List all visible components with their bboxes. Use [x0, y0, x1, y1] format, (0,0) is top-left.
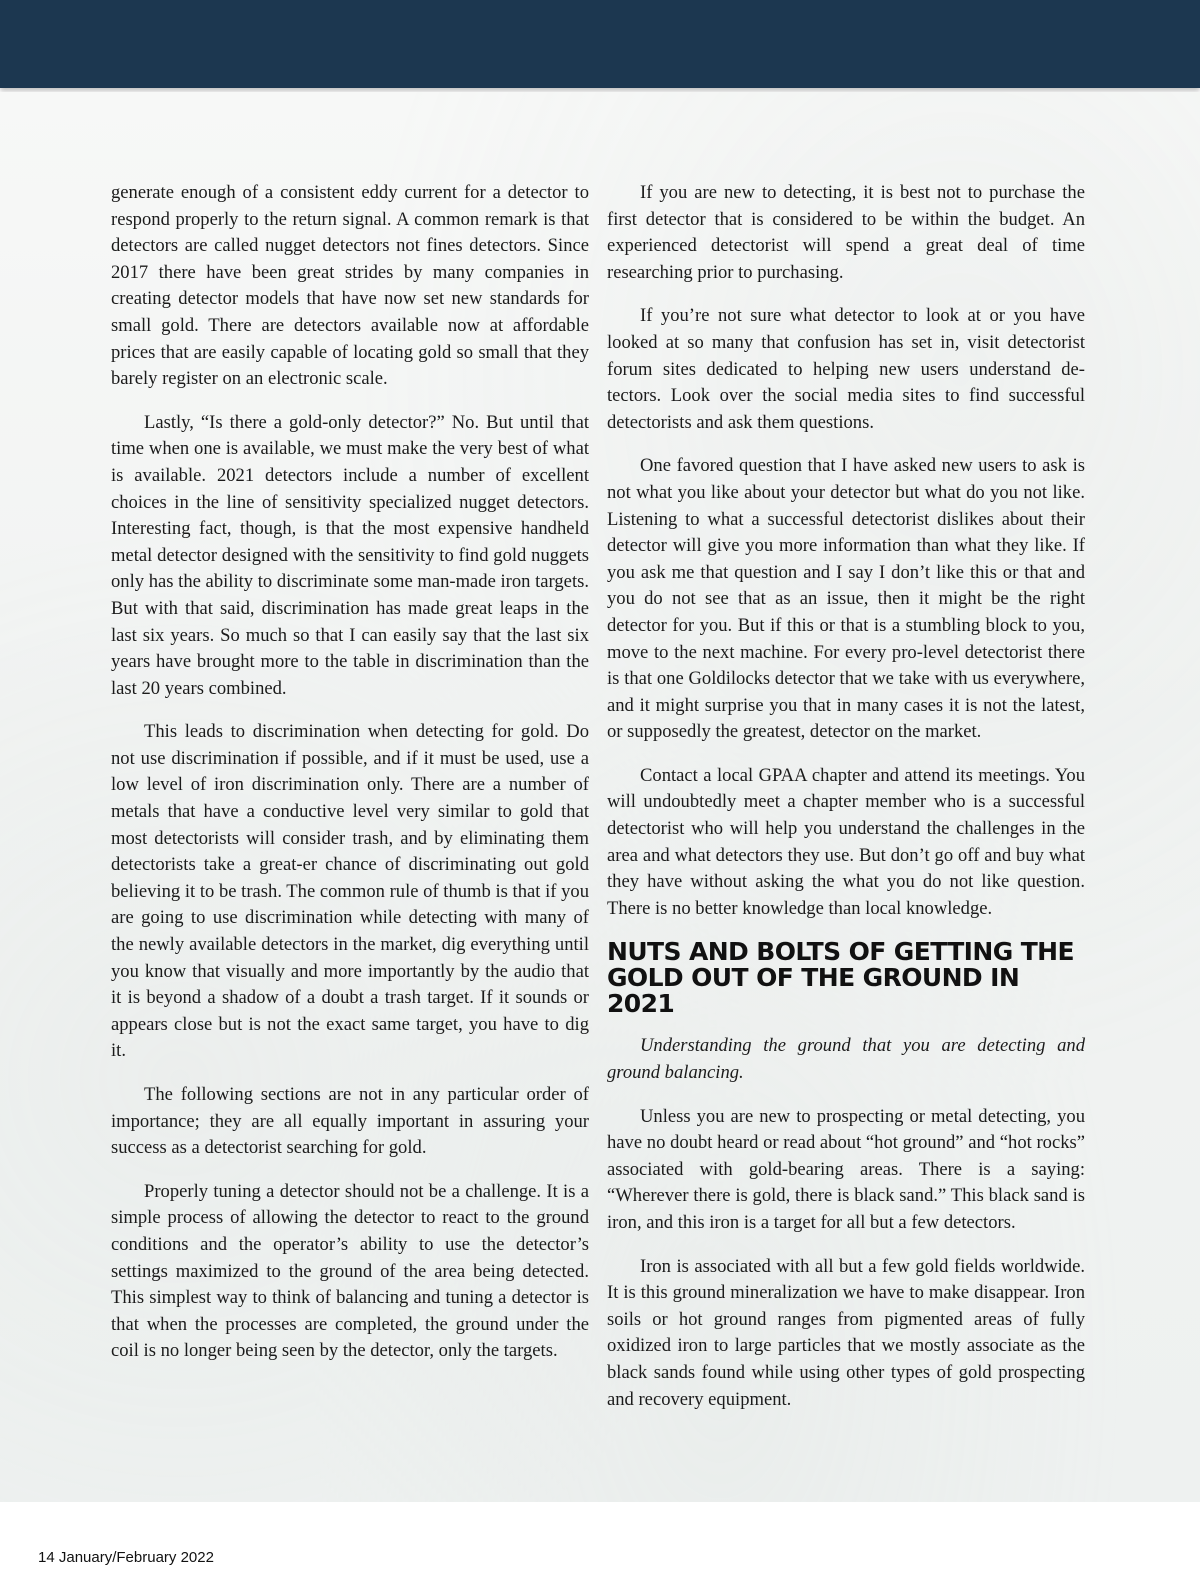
paragraph: Unless you are new to prospecting or metal detecting, you have no doubt heard or read about “hot ground” and “hot rocks” associated with gold-bearing areas. There is a saying: “Wherever there is gold, there is black sand.” This black sand is iron, and this iron is a target for all but a few detectors.: [607, 1105, 1085, 1233]
paragraph: generate enough of a consistent eddy current for a detector to respond properly to the return signal. A common remark is that detectors are called nugget detectors not fines detectors. Since 2017 there have been great strides by many companies in creating detector models that have now set new standards for small gold. There are detectors available now at affordable prices that are easily capable of locating gold so small that they barely register on an electronic scale.: [111, 182, 589, 390]
page-footer: 14 January/February 2022: [38, 1549, 214, 1566]
left-column: [111, 180, 589, 1382]
section-heading: NUTS AND BOLTS OF GETTING THE GOLD OUT OF THE GROUND IN 2021: [607, 937, 1074, 1019]
paragraph: If you’re not sure what detector to look at or you have looked at so many that confusion has set in, visit detectorist forum sites dedicated to helping new users understand detectors. Look over the social media sites to find successful detectorists and ask them questions.: [607, 305, 1085, 433]
paragraph: The following sections are not in any particular order of importance; they are all equally important in assuring your success as a detectorist searching for gold.: [111, 1084, 589, 1159]
paragraph: One favored question that I have asked new users to ask is not what you like about your detector but what do you not like. Listening to what a successful detectorist dislikes about their detector will give you more information than what they like. If you ask me that question and I say I don’t like this or that and you do not see that as an issue, then it might be the right detector for you. But if this or that is a stumbling block to you, move to the next machine. For every pro-level detectorist there is that one Goldilocks detector that we take with us everywhere, and it might surprise you that in many cases it is not the latest, or supposedly the greatest, detector on the market.: [607, 455, 1085, 743]
section-subheading: Understanding the ground that you are detecting and ground balancing.: [607, 1035, 1085, 1084]
paragraph: Properly tuning a detector should not be a challenge. It is a simple process of allowing the detector to react to the ground conditions and the operator’s ability to use the detector’s settings maximized to the ground of the area being detected. This simplest way to think of balancing and tuning a detector is that when the processes are completed, the ground under the coil is no longer being seen by the detector, only the targets.: [111, 1180, 589, 1362]
paragraph: Contact a local GPAA chapter and attend its meetings. You will undoubtedly meet a chapter member who is a successful detectorist who will help you understand the challenges in the area and what detectors they use. But don’t go off and buy what they have without asking the what you do not like question. There is no better knowledge than local knowledge.: [607, 764, 1085, 919]
paragraph: This leads to discrimination when detecting for gold. Do not use discrimination if possible, and if it must be used, use a low level of iron discrimination only. There are a number of metals that have a conductive level very similar to gold that most detectorists will consider trash, and by eliminating them detectorists take a great-er chance of discriminating out gold believing it to be trash. The common rule of thumb is that if you are going to use discrimination while detecting with many of the newly available detectors in the market, dig everything until you know that visually and more importantly by the audio that it is beyond a shadow of a doubt a trash target. If it sounds or appears close but is not the exact same target, you have to dig it.: [111, 721, 589, 1062]
right-column: [607, 180, 1085, 1430]
paragraph: Lastly, “Is there a gold-only detector?” No. But until that time when one is available, we must make the very best of what is available. 2021 detectors include a number of excellent choices in the line of sensitivity specialized nugget detectors. Interesting fact, though, is that the most expensive handheld metal detector designed with the sensitivity to find gold nuggets only has the ability to discriminate some man-made iron targets. But with that said, discrimination has made great leaps in the last six years. So much so that I can easily say that the last six years have brought more to the table in discrimination than the last 20 years combined.: [111, 411, 589, 699]
header-banner: [0, 0, 1200, 88]
paragraph: If you are new to detecting, it is best not to purchase the first detector that is considered to be within the budget. An experienced detectorist will spend a great deal of time researching prior to purchasing.: [607, 182, 1085, 283]
paragraph: Iron is associated with all but a few gold fields worldwide. It is this ground mineralization we have to make disappear. Iron soils or hot ground ranges from pigmented areas of fully oxidized iron to large particles that we mostly associate as the black sands found while using other types of gold prospecting and recovery equipment.: [607, 1255, 1085, 1410]
